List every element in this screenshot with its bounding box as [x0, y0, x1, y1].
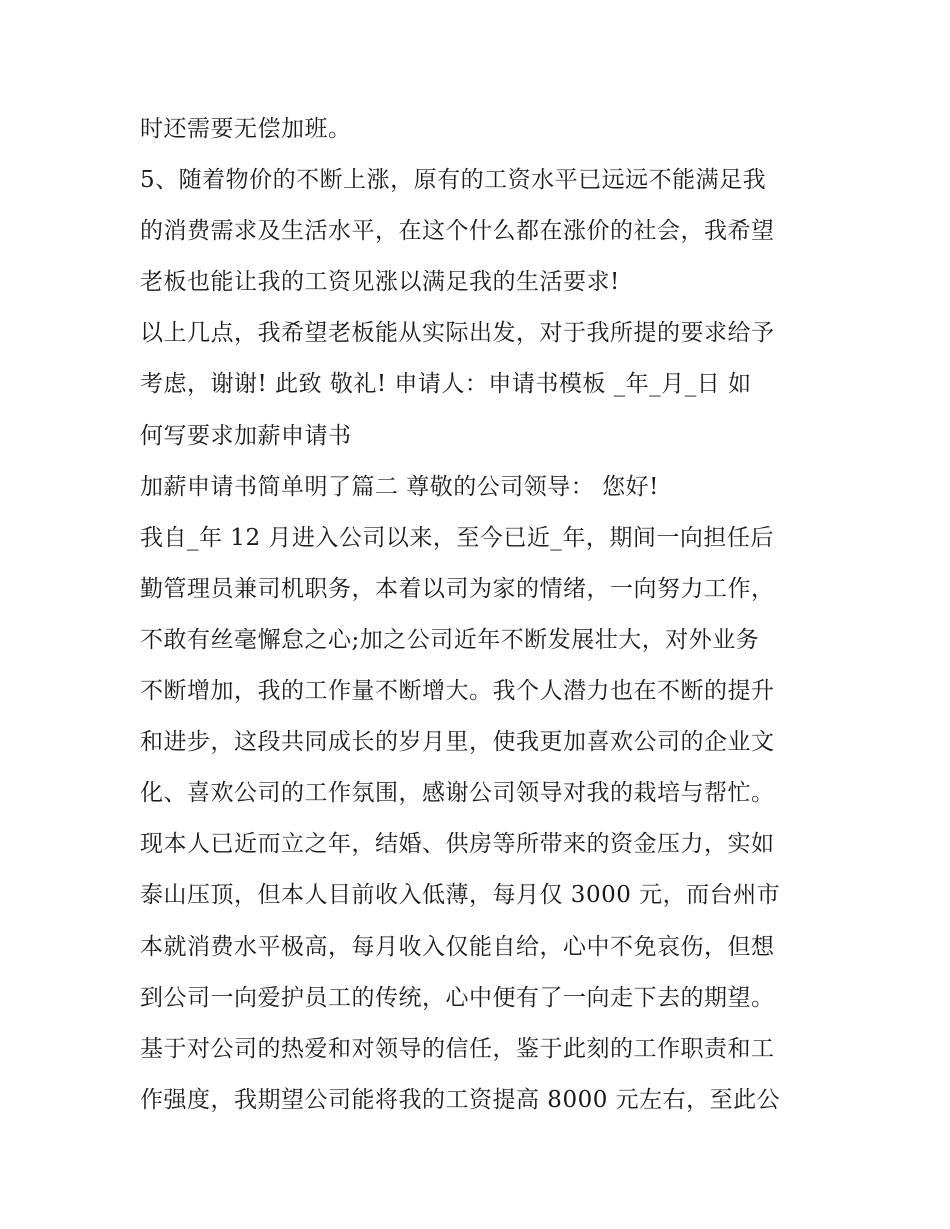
text-line: 和进步，这段共同成长的岁月里，使我更加喜欢公司的企业文	[140, 729, 775, 756]
text-line: 何写要求加薪申请书	[140, 422, 352, 449]
text-line: 考虑，谢谢! 此致 敬礼! 申请人：申请书模板 _年_月_日 如	[140, 371, 752, 398]
text-line: 现本人已近而立之年，结婚、供房等所带来的资金压力，实如	[140, 831, 775, 858]
text-line: 以上几点，我希望老板能从实际出发，对于我所提的要求给予	[140, 320, 775, 347]
text-line: 基于对公司的热爱和对领导的信任，鉴于此刻的工作职责和工	[140, 1035, 775, 1062]
text-line: 不敢有丝毫懈怠之心;加之公司近年不断发展壮大，对外业务	[140, 626, 760, 653]
text-line: 到公司一向爱护员工的传统，心中便有了一向走下去的期望。	[140, 984, 775, 1011]
text-line: 化、喜欢公司的工作氛围，感谢公司领导对我的栽培与帮忙。	[140, 780, 775, 807]
text-line: 5、随着物价的不断上涨，原有的工资水平已远远不能满足我	[140, 167, 767, 194]
body-text	[140, 104, 820, 1126]
text-line: 泰山压顶，但本人目前收入低薄，每月仅 3000 元，而台州市	[140, 882, 781, 909]
text-line: 我自_年 12 月进入公司以来，至今已近_年，期间一向担任后	[140, 524, 774, 551]
text-line: 勤管理员兼司机职务，本着以司为家的情绪，一向努力工作，	[140, 575, 775, 602]
text-line: 的消费需求及生活水平，在这个什么都在涨价的社会，我希望	[140, 218, 775, 245]
text-line: 作强度，我期望公司能将我的工资提高 8000 元左右，至此公	[140, 1086, 781, 1113]
text-line: 不断增加，我的工作量不断增大。我个人潜力也在不断的提升	[140, 678, 775, 705]
text-line: 本就消费水平极高，每月收入仅能自给，心中不免哀伤，但想	[140, 933, 775, 960]
text-line: 老板也能让我的工资见涨以满足我的生活要求!	[140, 269, 620, 296]
text-line: 时还需要无偿加班。	[140, 116, 352, 142]
text-line: 加薪申请书简单明了篇二 尊敬的公司领导： 您好!	[140, 473, 659, 500]
